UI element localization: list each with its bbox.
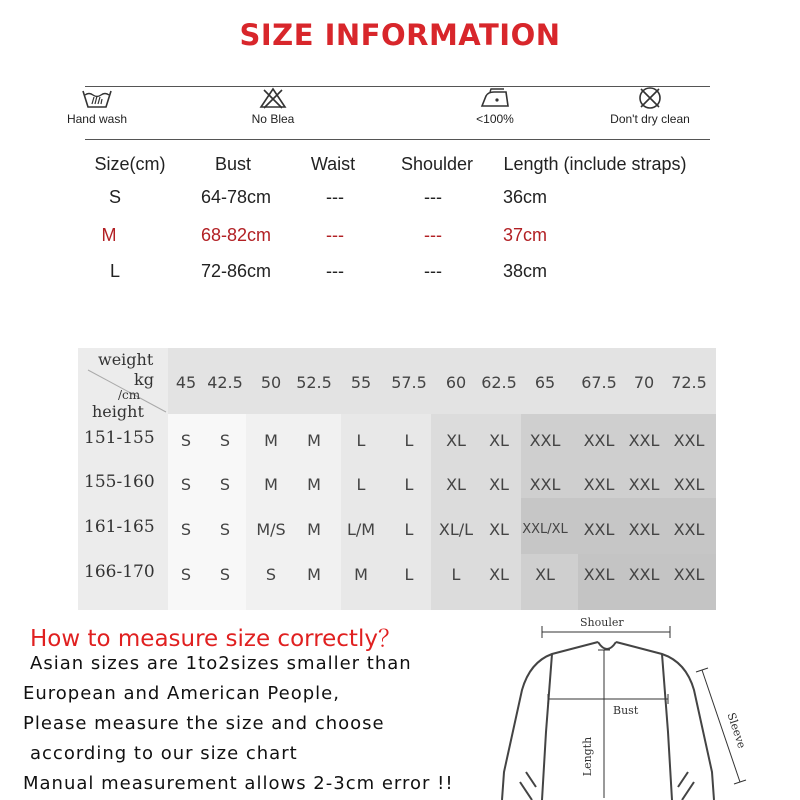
header-bust: Bust (214, 154, 252, 174)
size-cell: M (101, 225, 117, 245)
size-cell: L (356, 474, 366, 494)
care-label: Hand wash (66, 112, 128, 126)
size-cell: XXL (583, 474, 615, 494)
size-cell: 37cm (502, 225, 547, 245)
size-cell: XL (489, 430, 509, 450)
size-cell: XL (535, 564, 555, 584)
iron-icon (478, 86, 512, 110)
corner-weight-label: weight (98, 350, 154, 369)
size-cell: XXL (673, 564, 705, 584)
size-cell: L/M (346, 519, 376, 539)
measure-line: Please measure the size and choose (23, 713, 385, 734)
care-label: <100% (476, 112, 514, 126)
size-cell: --- (424, 225, 442, 245)
corner-height-label: height (92, 402, 144, 421)
sleeve-label: Sleeve (724, 710, 749, 751)
size-cell: XL (489, 474, 509, 494)
size-cell: --- (326, 225, 344, 245)
bust-label: Bust (613, 704, 639, 717)
size-cell: S (219, 564, 231, 584)
size-cell: XL (489, 519, 509, 539)
weight-label: 62.5 (481, 372, 517, 392)
size-cell: S (219, 430, 231, 450)
size-cell: --- (326, 261, 344, 281)
weight-label: 55 (350, 372, 372, 392)
measure-line: according to our size chart (30, 743, 298, 764)
size-cell: XXL (628, 430, 660, 450)
divider-bottom (85, 139, 710, 140)
size-cell: XXL (628, 519, 660, 539)
shoulder-label: Shouler (580, 616, 624, 629)
size-cell: S (265, 564, 277, 584)
care-no-bleach (213, 86, 333, 126)
size-cell: XXL (583, 430, 615, 450)
measure-line: Asian sizes are 1to2sizes smaller than (30, 653, 412, 674)
size-cell: M (307, 519, 321, 539)
care-label: Don't dry clean (610, 112, 690, 126)
size-cell: XXL (529, 474, 561, 494)
size-cell: XL (446, 430, 466, 450)
size-cell: XL (489, 564, 509, 584)
hand-wash-icon (80, 86, 114, 110)
care-label: No Blea (251, 112, 295, 126)
size-cell: S (180, 519, 192, 539)
header-waist: Waist (310, 154, 356, 174)
size-cell: S (219, 474, 231, 494)
size-cell: XXL/XL (522, 521, 568, 537)
size-cell: L (404, 474, 414, 494)
care-hand-wash (37, 86, 157, 126)
weight-label: 50 (260, 372, 282, 392)
weight-height-chart (78, 348, 716, 610)
weight-label: 52.5 (296, 372, 332, 392)
no-bleach-icon (258, 86, 288, 110)
size-cell: M (307, 430, 321, 450)
height-label: 161-165 (84, 517, 155, 537)
corner-kg-label: kg (134, 370, 154, 389)
size-cell: L (404, 519, 414, 539)
size-cell: 68-82cm (200, 225, 272, 245)
size-cell: XXL (628, 564, 660, 584)
size-cell: XXL (583, 564, 615, 584)
size-cell: --- (424, 261, 442, 281)
size-cell: S (180, 474, 192, 494)
height-label: 166-170 (84, 562, 155, 582)
size-cell: --- (424, 187, 442, 207)
size-cell: XXL (673, 519, 705, 539)
weight-label: 60 (445, 372, 467, 392)
header-length: Length (include straps) (503, 154, 687, 174)
height-label: 151-155 (84, 428, 155, 448)
header-size: Size(cm) (94, 154, 166, 174)
length-label: Length (581, 736, 595, 777)
size-cell: 38cm (502, 261, 547, 281)
size-cell: --- (326, 187, 344, 207)
weight-label: 72.5 (671, 372, 707, 392)
measure-line: European and American People, (23, 683, 340, 704)
size-cell: M (307, 474, 321, 494)
no-dry-clean-icon (636, 86, 664, 110)
weight-label: 45 (175, 372, 197, 392)
weight-label: 57.5 (391, 372, 427, 392)
size-cell: 72-86cm (200, 261, 272, 281)
size-cell: 64-78cm (200, 187, 272, 207)
size-cell: XL/L (438, 519, 474, 539)
care-iron (435, 86, 555, 126)
size-cell: XXL (628, 474, 660, 494)
measure-title: How to measure size correctly？ (30, 626, 401, 652)
height-label: 155-160 (84, 472, 155, 492)
size-cell: M/S (256, 519, 286, 539)
weight-label: 42.5 (207, 372, 243, 392)
size-cell: S (108, 187, 121, 207)
corner-cm-label: /cm (118, 388, 141, 402)
size-cell: L (404, 430, 414, 450)
size-cell: 36cm (502, 187, 547, 207)
page-title: SIZE INFORMATION (239, 18, 561, 52)
size-cell: L (451, 564, 461, 584)
size-cell: XXL (529, 430, 561, 450)
size-cell: M (354, 564, 368, 584)
size-cell: M (264, 430, 278, 450)
weight-label: 70 (633, 372, 655, 392)
size-cell: XXL (583, 519, 615, 539)
size-cell: S (180, 430, 192, 450)
size-cell: XXL (673, 430, 705, 450)
weight-label: 65 (534, 372, 556, 392)
size-cell: L (109, 261, 120, 281)
care-no-dry-clean (590, 86, 710, 126)
size-cell: XXL (673, 474, 705, 494)
size-cell: M (264, 474, 278, 494)
size-cell: XL (446, 474, 466, 494)
measure-line: Manual measurement allows 2-3cm error !! (23, 773, 454, 794)
size-cell: S (180, 564, 192, 584)
weight-label: 67.5 (581, 372, 617, 392)
size-cell: L (356, 430, 366, 450)
size-cell: M (307, 564, 321, 584)
size-cell: S (219, 519, 231, 539)
size-cell: L (404, 564, 414, 584)
header-shoulder: Shoulder (400, 154, 474, 174)
